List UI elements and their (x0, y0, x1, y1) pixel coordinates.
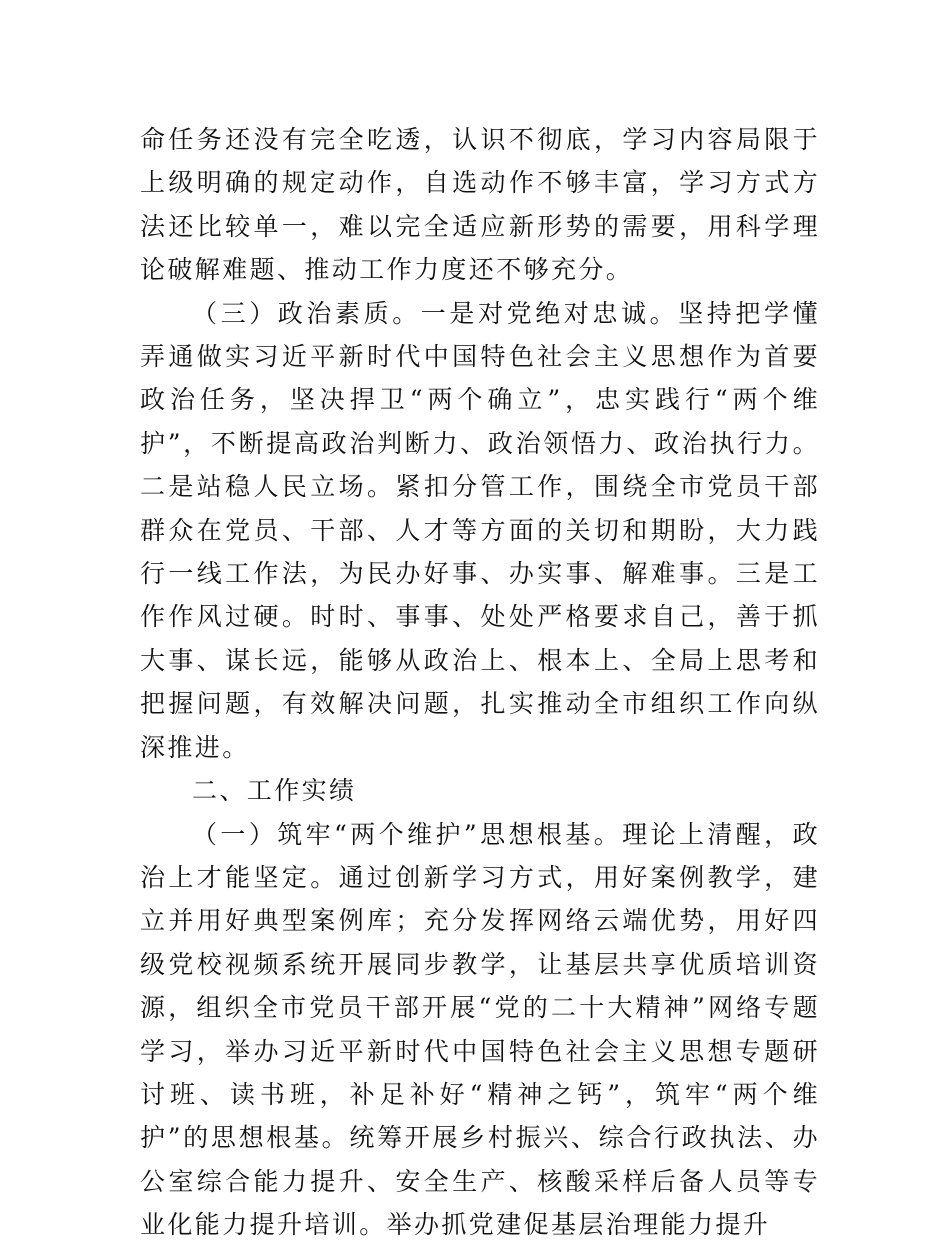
document-body (140, 118, 820, 1247)
paragraph-political-quality: （三）政治素质。一是对党绝对忠诚。坚持把学懂弄通做实习近平新时代中国特色社会主义思想作为首要政治任务，坚决捍卫“两个确立”，忠实践行“两个维护”，不断提高政治判断力、政治领悟力、政治执行力。二是站稳人民立场。紧扣分管工作，围绕全市党员干部群众在党员、干部、人才等方面的关切和期盼，大力践行一线工作法，为民办好事、办实事、解难事。三是工作作风过硬。时时、事事、处处严格要求自己，善于抓大事、谋长远，能够从政治上、根本上、全局上思考和把握问题，有效解决问题，扎实推动全市组织工作向纵深推进。 (140, 298, 820, 762)
paragraph-work-results-1: （一）筑牢“两个维护”思想根基。理论上清醒，政治上才能坚定。通过创新学习方式，用好案例教学，建立并用好典型案例库；充分发挥网络云端优势，用好四级党校视频系统开展同步教学，让基层共享优质培训资源，组织全市党员干部开展“党的二十大精神”网络专题学习，举办习近平新时代中国特色社会主义思想专题研讨班、读书班，补足补好“精神之钙”，筑牢“两个维护”的思想根基。统筹开展乡村振兴、综合行政执法、办公室综合能力提升、安全生产、核酸采样后备人员等专业化能力提升培训。举办抓党建促基层治理能力提升 (140, 819, 820, 1240)
section-heading-work-results: 二、工作实绩 (192, 776, 357, 806)
paragraph-continuation: 命任务还没有完全吃透，认识不彻底，学习内容局限于上级明确的规定动作，自选动作不够丰富，学习方式方法还比较单一，难以完全适应新形势的需要，用科学理论破解难题、推动工作力度还不够充分。 (140, 125, 820, 285)
